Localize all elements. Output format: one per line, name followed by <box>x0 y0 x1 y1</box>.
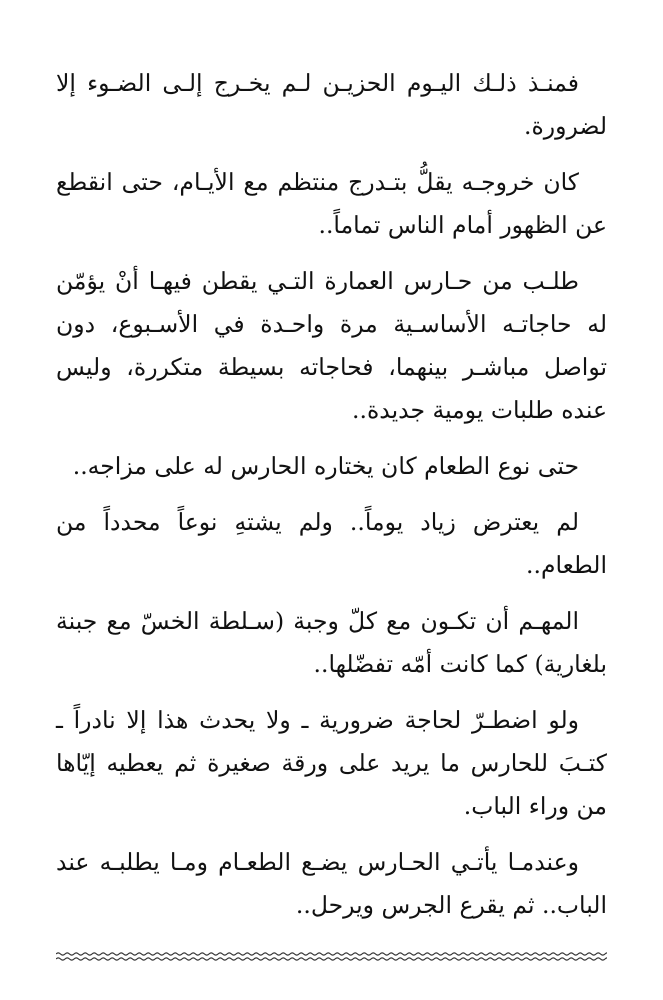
paragraph-6: المهـم أن تكـون مع كلّ وجبة (سـلطة الخسّ مع جبنة بلغارية) كما كانت أمّه تفضّلها.. <box>56 607 607 678</box>
paragraph-8: وعندمـا يأتـي الحـارس يضـع الطعـام ومـا يطلبـه عند الباب.. ثم يقرع الجرس ويرحل.. <box>56 848 607 919</box>
body-text <box>56 62 607 927</box>
wavy-divider-icon <box>56 950 607 964</box>
paragraph-1: فمنـذ ذلـك اليـوم الحزيـن لـم يخـرج إلـى الضـوء إلا لضرورة. <box>56 69 607 140</box>
paragraph-5: لم يعترض زياد يوماً.. ولم يشتهِ نوعاً محدداً من الطعام.. <box>56 508 607 579</box>
paragraph-2: كان خروجـه يقلُّ بتـدرج منتظم مع الأيـام، حتى انقطع عن الظهور أمام الناس تماماً.. <box>56 168 607 239</box>
paragraph-3: طلـب من حـارس العمارة التـي يقطن فيهـا أنْ يؤمّن له حاجاتـه الأساسـية مرة واحـدة في الأسـبوع، دون تواصل مباشـر بينهما، فحاجاته بسيطة متكررة، وليس عنده طلبات يومية جديدة.. <box>56 267 607 424</box>
paragraph-7: ولو اضطـرّ لحاجة ضرورية ـ ولا يحدث هذا إلا نادراً ـ كتـبَ للحارس ما يريد على ورقة صغيرة ثم يعطيه إيّاها من وراء الباب. <box>56 706 607 820</box>
paragraph-4: حتى نوع الطعام كان يختاره الحارس له على مزاجه.. <box>72 452 579 480</box>
